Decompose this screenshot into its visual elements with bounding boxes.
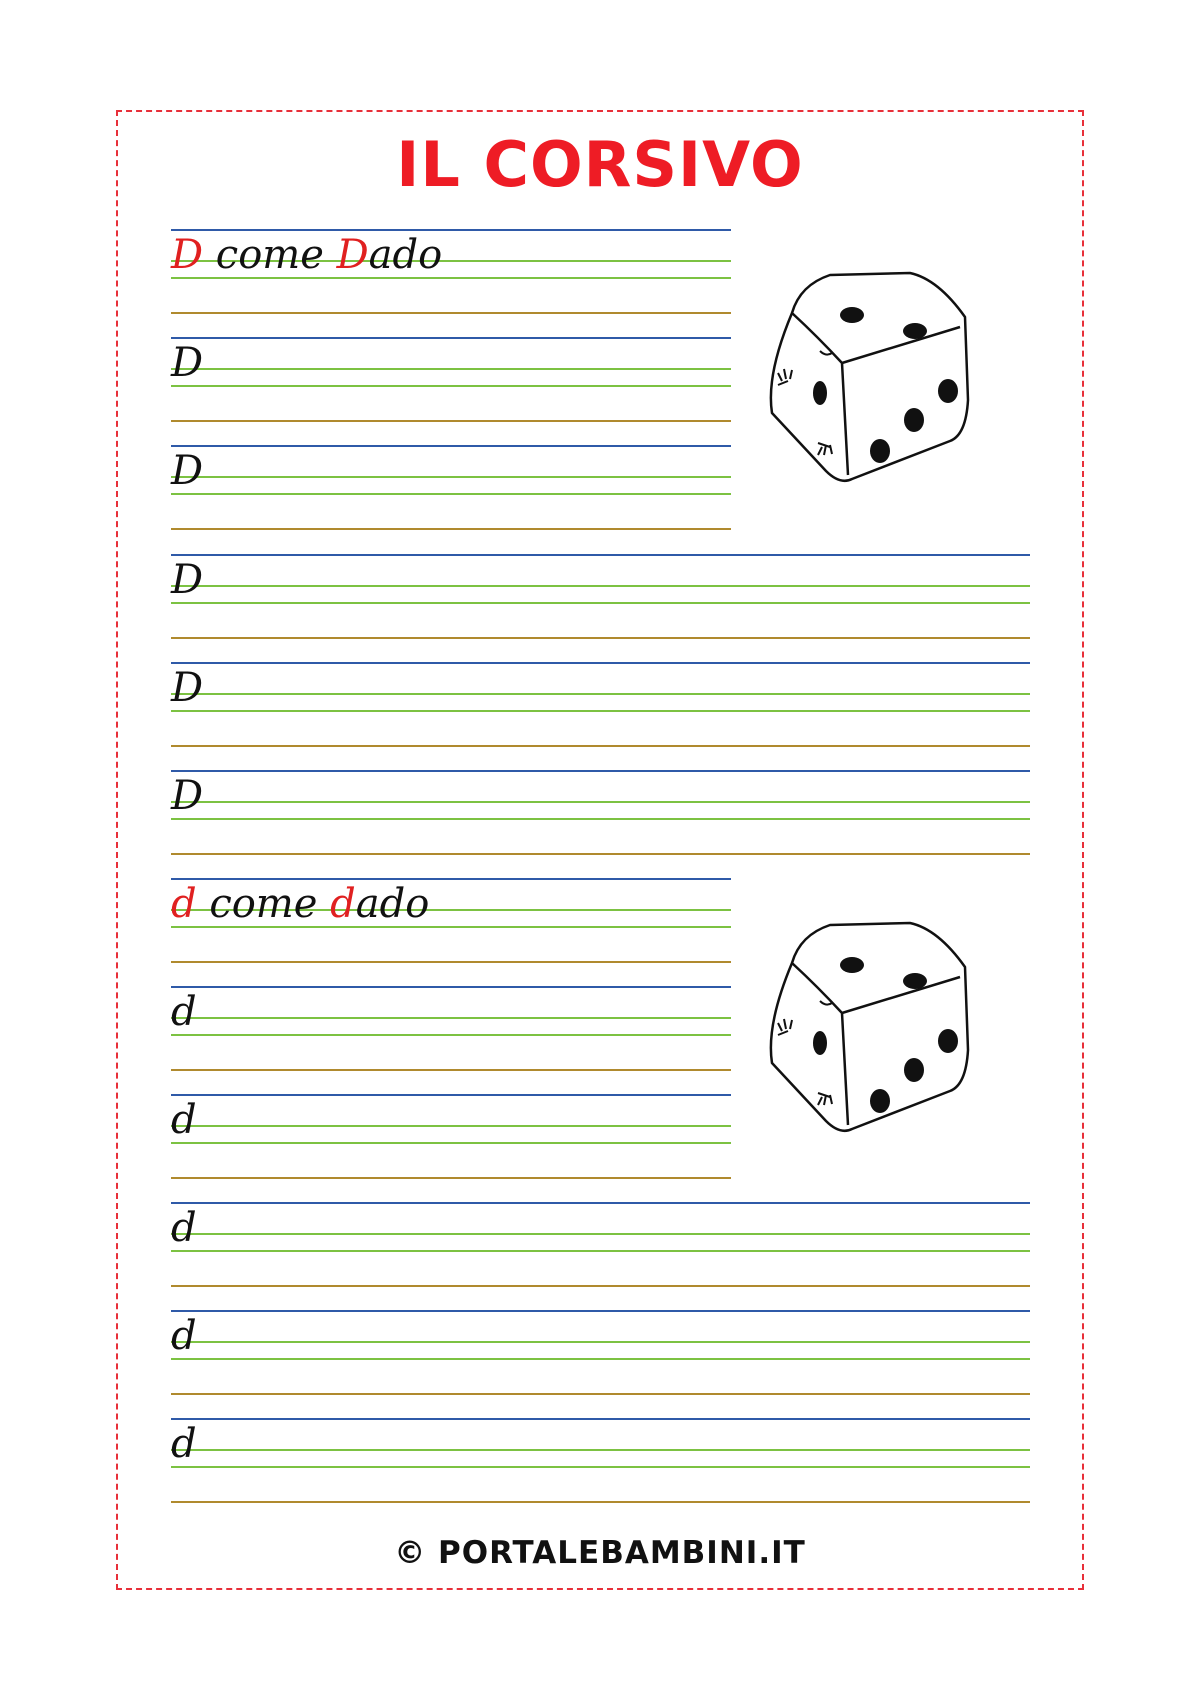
page-title: IL CORSIVO (396, 128, 804, 201)
practice-letter: D (171, 340, 204, 386)
example-letter: D (171, 232, 204, 278)
practice-letter: D (171, 773, 204, 819)
practice-row (171, 662, 1030, 752)
dice-icon (760, 265, 990, 495)
example-row-uppercase (171, 229, 731, 319)
practice-row (171, 1202, 1030, 1292)
practice-row (171, 554, 1030, 644)
dice-icon (760, 915, 990, 1145)
example-letter: d (171, 881, 197, 927)
copyright-footer: © PORTALEBAMBINI.IT (394, 1535, 806, 1571)
practice-letter: D (171, 557, 204, 603)
practice-row (171, 986, 731, 1076)
example-row-lowercase (171, 878, 731, 968)
practice-row (171, 770, 1030, 860)
practice-row (171, 337, 731, 427)
practice-letter: D (171, 665, 204, 711)
practice-letter: d (171, 1421, 197, 1467)
practice-letter: d (171, 1313, 197, 1359)
practice-row (171, 1418, 1030, 1508)
example-text: D come Dado (171, 232, 443, 278)
practice-row (171, 1310, 1030, 1400)
practice-row (171, 445, 731, 535)
example-text: d come dado (171, 881, 430, 927)
practice-row (171, 1094, 731, 1184)
practice-letter: d (171, 1205, 197, 1251)
practice-letter: d (171, 1097, 197, 1143)
practice-letter: d (171, 989, 197, 1035)
practice-letter: D (171, 448, 204, 494)
